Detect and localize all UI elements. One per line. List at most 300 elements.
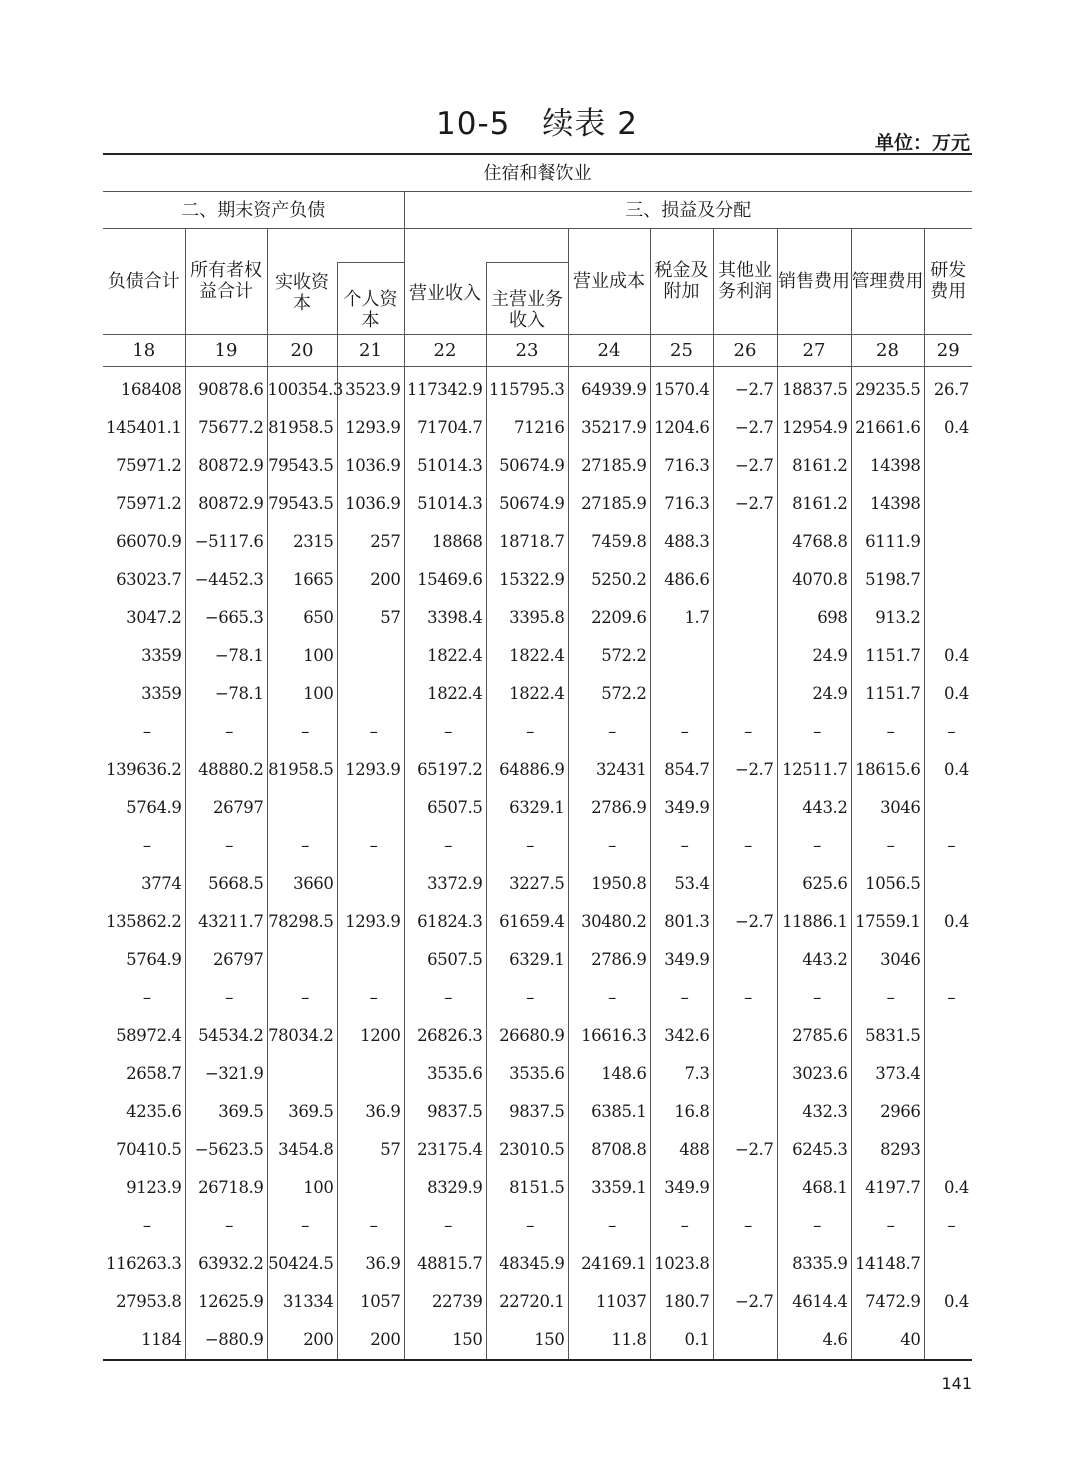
- table-cell: −5117.6: [185, 523, 267, 561]
- table-cell: 4.6: [777, 1321, 851, 1360]
- table-cell: 5831.5: [851, 1017, 924, 1055]
- table-cell: 7472.9: [851, 1283, 924, 1321]
- table-cell: 75971.2: [103, 485, 185, 523]
- table-row: [103, 865, 972, 903]
- table-cell: 63023.7: [103, 561, 185, 599]
- table-cell: 15469.6: [404, 561, 486, 599]
- table-row: [103, 675, 972, 713]
- table-cell: 3359.1: [568, 1169, 650, 1207]
- table-cell: 22720.1: [486, 1283, 568, 1321]
- table-cell: –: [337, 1207, 404, 1245]
- table-cell: 8335.9: [777, 1245, 851, 1283]
- table-cell: 486.6: [650, 561, 713, 599]
- table-cell: –: [185, 979, 267, 1017]
- table-cell: 18837.5: [777, 366, 851, 409]
- table-cell: 4768.8: [777, 523, 851, 561]
- table-cell: 1665: [267, 561, 337, 599]
- table-cell: 48815.7: [404, 1245, 486, 1283]
- col-header-selling-expenses: 销售费用: [777, 229, 851, 335]
- table-cell: –: [777, 827, 851, 865]
- table-cell: 81958.5: [267, 751, 337, 789]
- table-cell: 12625.9: [185, 1283, 267, 1321]
- table-cell: 6111.9: [851, 523, 924, 561]
- table-cell: 11037: [568, 1283, 650, 1321]
- table-cell: [713, 789, 777, 827]
- table-cell: 57: [337, 599, 404, 637]
- table-cell: [337, 865, 404, 903]
- table-cell: [337, 1055, 404, 1093]
- col-header-operating-revenue: 营业收入: [404, 263, 486, 335]
- table-cell: –: [713, 827, 777, 865]
- table-cell: 79543.5: [267, 485, 337, 523]
- table-cell: 100354.3: [267, 366, 337, 409]
- table-cell: [713, 941, 777, 979]
- table-cell: −321.9: [185, 1055, 267, 1093]
- table-cell: −2.7: [713, 447, 777, 485]
- table-cell: 26.7: [924, 366, 972, 409]
- table-cell: [650, 675, 713, 713]
- table-row: [103, 827, 972, 865]
- table-cell: 6507.5: [404, 941, 486, 979]
- table-cell: 4614.4: [777, 1283, 851, 1321]
- col-header-liabilities-total: 负债合计: [103, 229, 185, 335]
- table-row: [103, 1321, 972, 1360]
- table-cell: –: [568, 713, 650, 751]
- table-cell: 1.7: [650, 599, 713, 637]
- table-cell: 3660: [267, 865, 337, 903]
- table-cell: –: [267, 979, 337, 1017]
- table-cell: –: [103, 1207, 185, 1245]
- table-cell: 12954.9: [777, 409, 851, 447]
- table-cell: 3359: [103, 675, 185, 713]
- table-cell: 50674.9: [486, 447, 568, 485]
- table-cell: 18718.7: [486, 523, 568, 561]
- table-cell: 22739: [404, 1283, 486, 1321]
- table-cell: [650, 637, 713, 675]
- table-cell: 100: [267, 637, 337, 675]
- table-cell: –: [337, 713, 404, 751]
- table-row: [103, 366, 972, 409]
- table-cell: 8329.9: [404, 1169, 486, 1207]
- table-cell: 65197.2: [404, 751, 486, 789]
- table-row: [103, 1017, 972, 1055]
- table-cell: 50674.9: [486, 485, 568, 523]
- table-cell: 9837.5: [404, 1093, 486, 1131]
- table-cell: 32431: [568, 751, 650, 789]
- table-cell: [713, 865, 777, 903]
- table-cell: 488: [650, 1131, 713, 1169]
- table-cell: –: [337, 979, 404, 1017]
- table-cell: 2209.6: [568, 599, 650, 637]
- table-cell: –: [924, 827, 972, 865]
- table-cell: –: [404, 1207, 486, 1245]
- column-code: 26: [713, 334, 777, 366]
- table-cell: 11.8: [568, 1321, 650, 1360]
- table-cell: [337, 1169, 404, 1207]
- table-row: [103, 903, 972, 941]
- table-cell: 801.3: [650, 903, 713, 941]
- unit-label: 单位：万元: [874, 132, 970, 154]
- table-cell: 1036.9: [337, 485, 404, 523]
- table-cell: 3046: [851, 789, 924, 827]
- table-cell: 48880.2: [185, 751, 267, 789]
- table-row: [103, 1207, 972, 1245]
- table-row: [103, 409, 972, 447]
- col-header-equity-total: 所有者权益合计: [185, 229, 267, 335]
- table-cell: [337, 675, 404, 713]
- table-cell: [713, 561, 777, 599]
- table-cell: –: [185, 1207, 267, 1245]
- table-cell: 180.7: [650, 1283, 713, 1321]
- table-cell: 8293: [851, 1131, 924, 1169]
- table-cell: 3535.6: [404, 1055, 486, 1093]
- table-cell: [267, 1055, 337, 1093]
- table-cell: 71704.7: [404, 409, 486, 447]
- table-cell: –: [185, 827, 267, 865]
- table-cell: 3047.2: [103, 599, 185, 637]
- table-cell: 26797: [185, 941, 267, 979]
- table-cell: 3046: [851, 941, 924, 979]
- table-cell: –: [568, 1207, 650, 1245]
- table-cell: 2658.7: [103, 1055, 185, 1093]
- table-cell: 27185.9: [568, 447, 650, 485]
- table-cell: 6385.1: [568, 1093, 650, 1131]
- table-cell: 24.9: [777, 675, 851, 713]
- table-row: [103, 637, 972, 675]
- table-cell: 854.7: [650, 751, 713, 789]
- col-header-taxes-surcharges: 税金及附加: [650, 229, 713, 335]
- table-row: [103, 599, 972, 637]
- table-cell: 75971.2: [103, 447, 185, 485]
- table-cell: −4452.3: [185, 561, 267, 599]
- column-code: 29: [924, 334, 972, 366]
- table-cell: 26797: [185, 789, 267, 827]
- table-cell: 30480.2: [568, 903, 650, 941]
- column-code: 24: [568, 334, 650, 366]
- table-row: [103, 713, 972, 751]
- table-cell: 1200: [337, 1017, 404, 1055]
- table-cell: 1036.9: [337, 447, 404, 485]
- table-cell: 1570.4: [650, 366, 713, 409]
- column-code: 19: [185, 334, 267, 366]
- table-cell: 1293.9: [337, 751, 404, 789]
- table-cell: –: [851, 713, 924, 751]
- table-cell: 29235.5: [851, 366, 924, 409]
- table-cell: 373.4: [851, 1055, 924, 1093]
- table-cell: –: [777, 713, 851, 751]
- table-cell: 64939.9: [568, 366, 650, 409]
- column-code: 21: [337, 334, 404, 366]
- table-row: [103, 447, 972, 485]
- table-cell: [713, 1017, 777, 1055]
- table-cell: [713, 523, 777, 561]
- col-header-personal-capital: 个人资本: [337, 263, 404, 335]
- table-cell: –: [267, 1207, 337, 1245]
- table-cell: –: [486, 827, 568, 865]
- table-cell: 14148.7: [851, 1245, 924, 1283]
- table-cell: [924, 1017, 972, 1055]
- table-cell: 64886.9: [486, 751, 568, 789]
- table-cell: 1057: [337, 1283, 404, 1321]
- table-cell: –: [267, 713, 337, 751]
- table-cell: 115795.3: [486, 366, 568, 409]
- table-cell: 698: [777, 599, 851, 637]
- table-cell: [924, 485, 972, 523]
- table-cell: 349.9: [650, 1169, 713, 1207]
- table-cell: –: [713, 713, 777, 751]
- table-cell: [924, 865, 972, 903]
- table-cell: [713, 1093, 777, 1131]
- table-cell: 200: [267, 1321, 337, 1360]
- table-cell: 0.4: [924, 675, 972, 713]
- table-cell: 27953.8: [103, 1283, 185, 1321]
- table-cell: –: [650, 1207, 713, 1245]
- table-cell: 716.3: [650, 447, 713, 485]
- table-row: [103, 1131, 972, 1169]
- table-cell: 0.4: [924, 1283, 972, 1321]
- table-cell: [924, 447, 972, 485]
- table-cell: 0.1: [650, 1321, 713, 1360]
- table-cell: 7.3: [650, 1055, 713, 1093]
- table-cell: 3359: [103, 637, 185, 675]
- table-cell: 7459.8: [568, 523, 650, 561]
- table-row: [103, 751, 972, 789]
- table-cell: 63932.2: [185, 1245, 267, 1283]
- table-cell: 6507.5: [404, 789, 486, 827]
- table-cell: 1822.4: [404, 637, 486, 675]
- table-cell: 16616.3: [568, 1017, 650, 1055]
- table-cell: 8151.5: [486, 1169, 568, 1207]
- col-header-revenue-group: [404, 229, 568, 263]
- table-cell: –: [103, 979, 185, 1017]
- table-cell: –: [650, 827, 713, 865]
- table-cell: 468.1: [777, 1169, 851, 1207]
- table-cell: 27185.9: [568, 485, 650, 523]
- table-cell: 1204.6: [650, 409, 713, 447]
- table-cell: 71216: [486, 409, 568, 447]
- table-cell: 24.9: [777, 637, 851, 675]
- table-cell: 8708.8: [568, 1131, 650, 1169]
- table-cell: 572.2: [568, 675, 650, 713]
- table-cell: 3372.9: [404, 865, 486, 903]
- table-cell: –: [777, 979, 851, 1017]
- table-cell: 100: [267, 1169, 337, 1207]
- table-cell: [713, 1321, 777, 1360]
- table-cell: 17559.1: [851, 903, 924, 941]
- table-cell: 488.3: [650, 523, 713, 561]
- table-cell: –: [404, 713, 486, 751]
- table-cell: [337, 637, 404, 675]
- table-cell: [267, 789, 337, 827]
- table-cell: −2.7: [713, 1131, 777, 1169]
- table-cell: 61659.4: [486, 903, 568, 941]
- table-cell: –: [650, 713, 713, 751]
- table-body: [103, 366, 972, 1360]
- table-cell: 23010.5: [486, 1131, 568, 1169]
- column-code-row: [103, 334, 972, 366]
- table-cell: 349.9: [650, 941, 713, 979]
- table-cell: 2966: [851, 1093, 924, 1131]
- table-row: [103, 523, 972, 561]
- table-cell: [924, 523, 972, 561]
- table-cell: 6245.3: [777, 1131, 851, 1169]
- column-code: 23: [486, 334, 568, 366]
- table-cell: 3535.6: [486, 1055, 568, 1093]
- table-cell: 26680.9: [486, 1017, 568, 1055]
- table-cell: 117342.9: [404, 366, 486, 409]
- table-cell: –: [851, 1207, 924, 1245]
- table-cell: [713, 599, 777, 637]
- table-cell: 90878.6: [185, 366, 267, 409]
- table-cell: 11886.1: [777, 903, 851, 941]
- table-cell: –: [924, 713, 972, 751]
- table-cell: –: [185, 713, 267, 751]
- table-cell: −2.7: [713, 409, 777, 447]
- page-number: 141: [941, 1374, 972, 1393]
- table-row: [103, 1283, 972, 1321]
- table-cell: –: [713, 1207, 777, 1245]
- table-cell: −5623.5: [185, 1131, 267, 1169]
- table-cell: 5764.9: [103, 789, 185, 827]
- table-cell: 342.6: [650, 1017, 713, 1055]
- table-cell: 2786.9: [568, 941, 650, 979]
- table-cell: 1293.9: [337, 409, 404, 447]
- table-cell: 1056.5: [851, 865, 924, 903]
- col-header-other-business-profit: 其他业务利润: [713, 229, 777, 335]
- table-cell: 2786.9: [568, 789, 650, 827]
- table-cell: 0.4: [924, 637, 972, 675]
- table-cell: 61824.3: [404, 903, 486, 941]
- table-cell: 1950.8: [568, 865, 650, 903]
- table-cell: 139636.2: [103, 751, 185, 789]
- table-cell: 145401.1: [103, 409, 185, 447]
- table-cell: 54534.2: [185, 1017, 267, 1055]
- table-cell: 48345.9: [486, 1245, 568, 1283]
- table-cell: 26826.3: [404, 1017, 486, 1055]
- column-code: 25: [650, 334, 713, 366]
- table-cell: 58972.4: [103, 1017, 185, 1055]
- table-cell: −78.1: [185, 637, 267, 675]
- table-cell: 70410.5: [103, 1131, 185, 1169]
- table-cell: 50424.5: [267, 1245, 337, 1283]
- table-cell: 2315: [267, 523, 337, 561]
- table-cell: 3398.4: [404, 599, 486, 637]
- table-cell: –: [404, 979, 486, 1017]
- table-cell: –: [851, 979, 924, 1017]
- group-header-balance: 二、期末资产负债: [103, 192, 404, 229]
- table-cell: –: [924, 979, 972, 1017]
- table-cell: 200: [337, 1321, 404, 1360]
- table-cell: 26718.9: [185, 1169, 267, 1207]
- table-cell: 21661.6: [851, 409, 924, 447]
- table-cell: 36.9: [337, 1245, 404, 1283]
- table-cell: 716.3: [650, 485, 713, 523]
- table-cell: 150: [404, 1321, 486, 1360]
- table-cell: 43211.7: [185, 903, 267, 941]
- table-cell: 35217.9: [568, 409, 650, 447]
- table-cell: 5764.9: [103, 941, 185, 979]
- column-code: 28: [851, 334, 924, 366]
- col-header-operating-cost: 营业成本: [568, 229, 650, 335]
- table-row: [103, 1169, 972, 1207]
- table-cell: [337, 789, 404, 827]
- table-cell: 1293.9: [337, 903, 404, 941]
- table-cell: 4070.8: [777, 561, 851, 599]
- table-cell: 18615.6: [851, 751, 924, 789]
- table-cell: 8161.2: [777, 485, 851, 523]
- table-cell: 3395.8: [486, 599, 568, 637]
- table-cell: –: [267, 827, 337, 865]
- table-cell: 24169.1: [568, 1245, 650, 1283]
- table-cell: [924, 941, 972, 979]
- table-cell: –: [404, 827, 486, 865]
- table-cell: 135862.2: [103, 903, 185, 941]
- table-cell: 257: [337, 523, 404, 561]
- table-cell: [924, 561, 972, 599]
- table-row: [103, 941, 972, 979]
- table-cell: –: [103, 827, 185, 865]
- table-cell: 572.2: [568, 637, 650, 675]
- table-cell: 1151.7: [851, 637, 924, 675]
- table-cell: 0.4: [924, 409, 972, 447]
- table-cell: −665.3: [185, 599, 267, 637]
- table-cell: 100: [267, 675, 337, 713]
- table-cell: 4197.7: [851, 1169, 924, 1207]
- table-cell: 1822.4: [404, 675, 486, 713]
- table-cell: −2.7: [713, 1283, 777, 1321]
- table-cell: [713, 675, 777, 713]
- col-header-rd-expenses: 研发费用: [924, 229, 972, 335]
- table-cell: 432.3: [777, 1093, 851, 1131]
- table-row: [103, 1093, 972, 1131]
- table-cell: 3227.5: [486, 865, 568, 903]
- table-cell: [713, 1055, 777, 1093]
- table-cell: 14398: [851, 485, 924, 523]
- table-cell: 40: [851, 1321, 924, 1360]
- table-cell: −78.1: [185, 675, 267, 713]
- column-code: 22: [404, 334, 486, 366]
- table-cell: [267, 941, 337, 979]
- table-cell: 31334: [267, 1283, 337, 1321]
- table-cell: –: [777, 1207, 851, 1245]
- table-cell: 80872.9: [185, 447, 267, 485]
- table-cell: 18868: [404, 523, 486, 561]
- col-header-paid-in-capital: 实收资本: [267, 263, 337, 335]
- table-cell: 78298.5: [267, 903, 337, 941]
- table-cell: 116263.3: [103, 1245, 185, 1283]
- table-cell: –: [924, 1207, 972, 1245]
- table-cell: 913.2: [851, 599, 924, 637]
- table-cell: –: [103, 713, 185, 751]
- table-cell: 443.2: [777, 789, 851, 827]
- table-cell: 168408: [103, 366, 185, 409]
- table-cell: 9123.9: [103, 1169, 185, 1207]
- table-cell: 78034.2: [267, 1017, 337, 1055]
- table-cell: 6329.1: [486, 789, 568, 827]
- table-cell: 23175.4: [404, 1131, 486, 1169]
- category-header: 住宿和餐饮业: [103, 154, 972, 192]
- table-cell: [924, 1321, 972, 1360]
- col-header-capital-group: [267, 229, 404, 263]
- table-cell: 2785.6: [777, 1017, 851, 1055]
- col-header-admin-expenses: 管理费用: [851, 229, 924, 335]
- table-cell: –: [568, 979, 650, 1017]
- table-cell: 75677.2: [185, 409, 267, 447]
- table-row: [103, 789, 972, 827]
- table-cell: 57: [337, 1131, 404, 1169]
- table-cell: 53.4: [650, 865, 713, 903]
- data-table: [103, 153, 972, 1361]
